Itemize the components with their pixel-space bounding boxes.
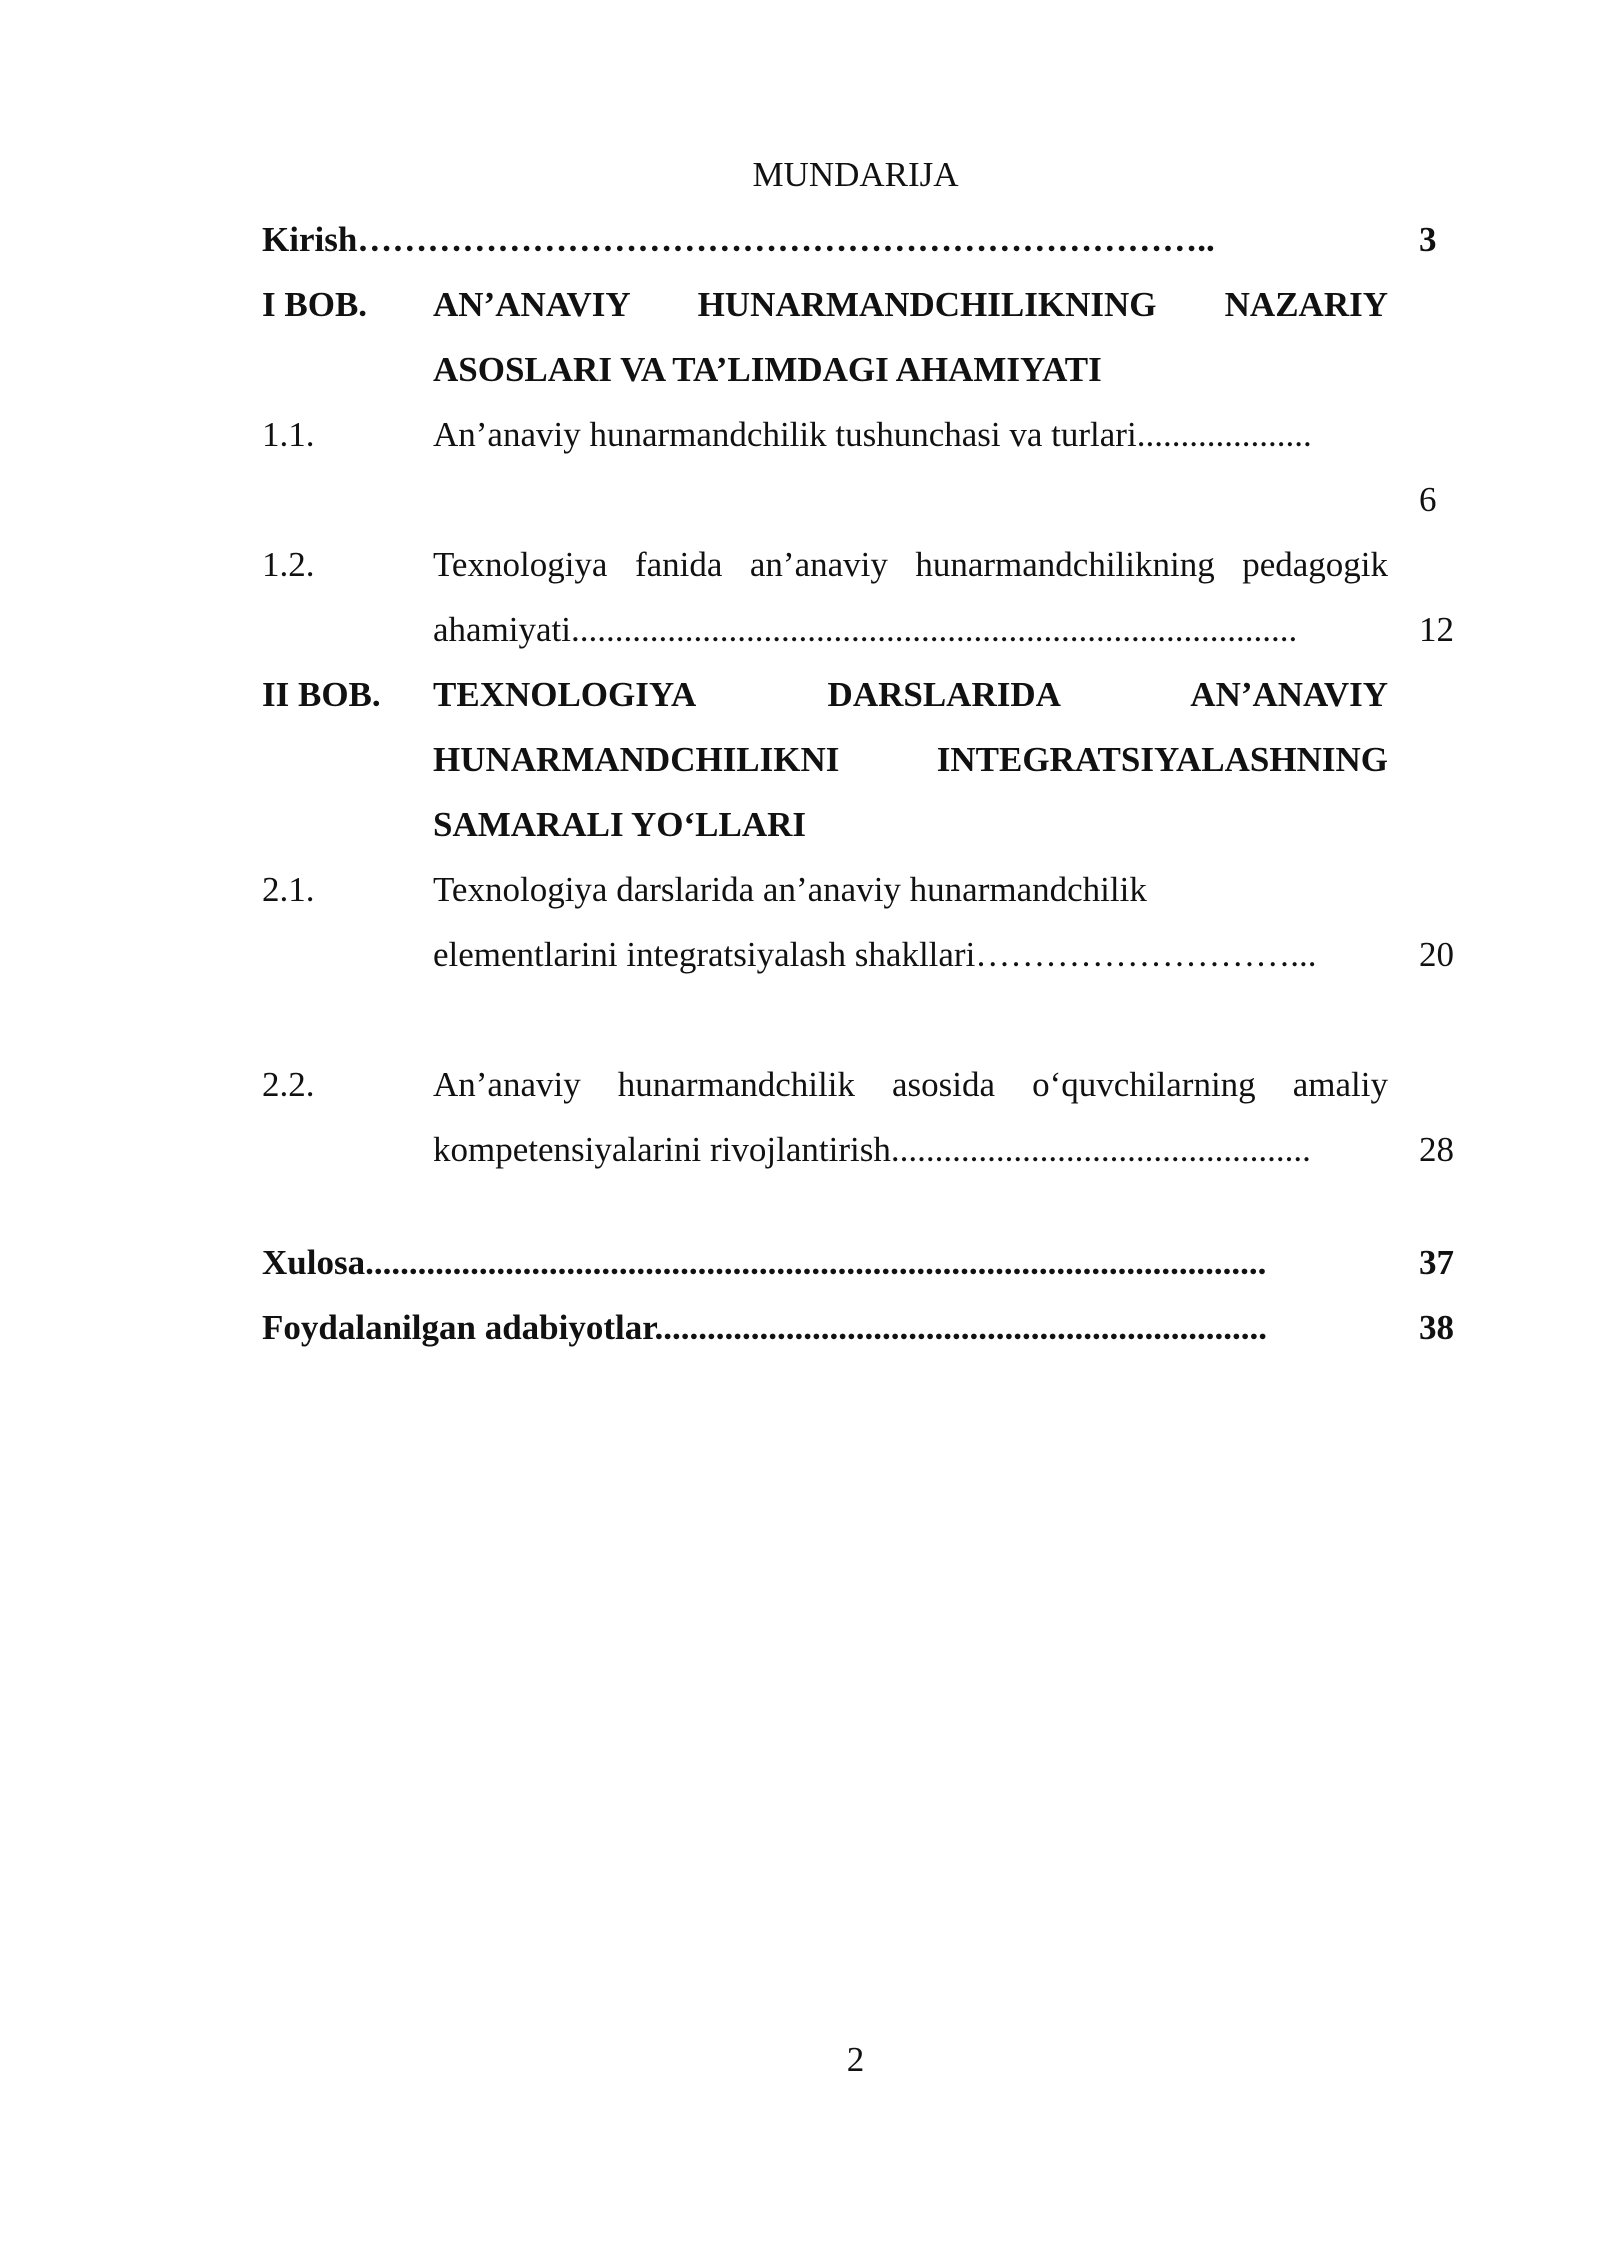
toc-word: hunarmandchilikning [915,545,1215,584]
page-number: 2 [846,2040,865,2079]
toc-word: DARSLARIDA [827,675,1059,714]
toc-s2-2-line2: kompetensiyalarini rivojlantirish................................................ [433,1130,1311,1169]
toc-intro-page: 3 [1419,220,1437,259]
toc-chapter2-title-line1 [433,670,1388,720]
toc-word: fanida [634,545,723,584]
toc-chapter2-title-line2 [433,735,1388,785]
toc-word: o‘quvchilarning [1032,1065,1256,1104]
toc-chapter2-number: II BOB. [262,675,381,714]
toc-s1-2-line1 [433,540,1388,590]
toc-chapter1-title-line1 [433,280,1388,330]
toc-s2-1-line2: elementlarini integratsiyalash shakllari………………………... [433,935,1317,974]
toc-s1-2-page: 12 [1419,610,1454,649]
toc-word: INTEGRATSIYALASHNING [936,740,1388,779]
toc-word: hunarmandchilik [617,1065,855,1104]
toc-s2-1-number: 2.1. [262,870,315,909]
toc-word: NAZARIY [1224,285,1389,324]
toc-s2-2-page: 28 [1419,1130,1454,1169]
toc-s2-1-line1: Texnologiya darslarida an’anaviy hunarmandchilik [433,870,1147,909]
toc-conclusion-label: Xulosa....................................................................................................... [262,1243,1267,1282]
toc-s2-2-line1 [433,1060,1388,1110]
toc-word: amaliy [1292,1065,1388,1104]
toc-references-page: 38 [1419,1308,1454,1347]
toc-word: HUNARMANDCHILIKNING [697,285,1157,324]
toc-word: HUNARMANDCHILIKNI [433,740,840,779]
toc-word: TEXNOLOGIYA [433,675,695,714]
toc-s1-2-number: 1.2. [262,545,315,584]
toc-chapter2-title-line3: SAMARALI YO‘LLARI [433,805,807,844]
toc-word: AN’ANAVIY [433,285,630,324]
toc-s1-2-line2: ahamiyati................................................................................... [433,610,1298,649]
toc-s1-1-text: An’anaviy hunarmandchilik tushunchasi va turlari.................... [433,415,1312,454]
toc-word: an’anaviy [749,545,888,584]
toc-chapter1-title-line2: ASOSLARI VA TA’LIMDAGI AHAMIYATI [433,350,1102,389]
toc-s2-1-page: 20 [1419,935,1454,974]
toc-s1-1-page: 6 [1419,480,1437,519]
toc-s2-2-number: 2.2. [262,1065,315,1104]
toc-conclusion-page: 37 [1419,1243,1454,1282]
page-title: MUNDARIJA [752,155,959,194]
toc-chapter1-number: I BOB. [262,285,368,324]
toc-intro-label: Kirish……………………………………………………………….. [262,220,1215,259]
toc-word: asosida [892,1065,996,1104]
toc-word: Texnologiya [433,545,608,584]
toc-s1-1-number: 1.1. [262,415,315,454]
toc-word: An’anaviy [433,1065,581,1104]
toc-word: AN’ANAVIY [1190,675,1388,714]
toc-word: pedagogik [1242,545,1389,584]
toc-references-label: Foydalanilgan adabiyotlar...................................................................... [262,1308,1268,1347]
